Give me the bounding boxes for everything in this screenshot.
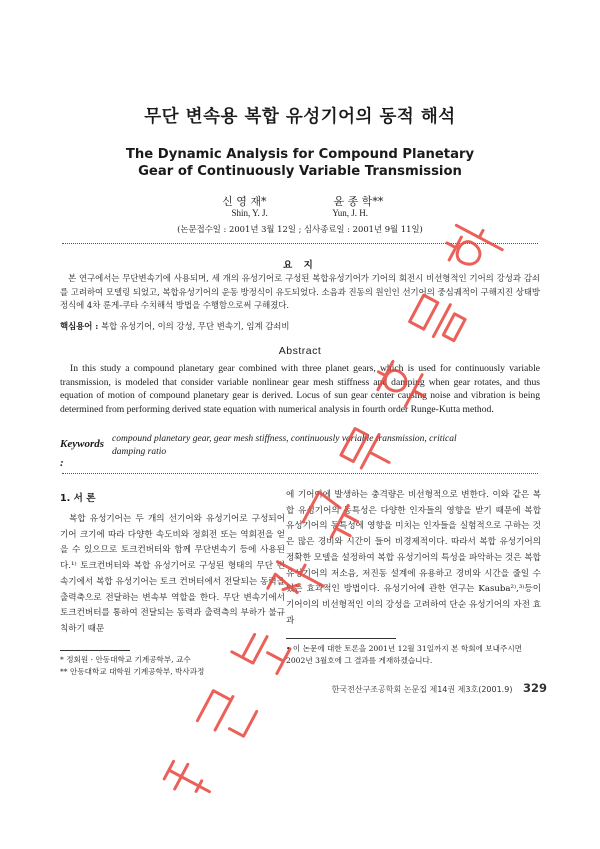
submission-dates: (논문접수일 : 2001년 3월 12일 ; 심사종료일 : 2001년 9월 11일) xyxy=(177,224,423,234)
footnote-left-1: * 정회원 · 안동대학교 기계공학부, 교수 xyxy=(60,655,191,664)
footnote-right: • 이 논문에 대한 토론을 2001년 12월 31일까지 본 학회에 보내주시면 2002년 3월호에 그 결과를 게재하겠습니다. xyxy=(286,644,522,665)
paper-title-korean: 무단 변속용 복합 유성기어의 동적 해석 xyxy=(144,107,456,127)
author1-en: Shin, Y. J. xyxy=(231,208,268,218)
section1-heading: 1. 서 론 xyxy=(60,493,96,504)
abstract-en-heading: Abstract xyxy=(278,345,322,357)
abstract-kr-body: 본 연구에서는 무단변속기에 사용되며, 세 개의 유성기어로 구성된 복합유성기어가 기어의 회전시 비선형적인 기어의 강성과 감쇠를 고려하여 모델링 되었고, 복합유성기어의 운동 방정식이 유도되었다. 소음과 진동의 원인인 선기어의 중심궤적이 구해지진 상태방정식에 4차 룬게-쿠타 수치해석 방법을 수행함으로써 구해졌다. xyxy=(60,273,540,311)
authors-korean xyxy=(0,193,600,209)
footnote-left-2: ** 안동대학교 대학원 기계공학부, 박사과정 xyxy=(60,667,205,676)
footnote-rule-left xyxy=(60,650,130,651)
abstract-kr-heading: 요 지 xyxy=(283,260,317,271)
footnote-rule-right xyxy=(286,638,396,639)
journal-name: 한국전산구조공학회 논문집 제14권 제3호(2001.9) xyxy=(331,685,513,694)
keywords-en-text: compound planetary gear, gear mesh stiffness, continuously variable transmission, critical damping ratio xyxy=(112,434,457,457)
section1-left-column xyxy=(60,512,285,638)
abstract-kr-text xyxy=(60,272,540,313)
divider xyxy=(62,473,538,474)
keywords-kr xyxy=(60,320,540,334)
paper-title-english-line1: The Dynamic Analysis for Compound Planetary xyxy=(125,147,475,162)
divider xyxy=(62,243,538,244)
authors-english xyxy=(0,208,600,218)
page-footer xyxy=(285,681,547,695)
section1-right-column: 에 기어이에 발생하는 충격량은 비선형적으로 변한다. 이와 같은 복합 유성기어의 동특성은 다양한 인자들의 영향을 받기 때문에 복합 유성기어의 동특성에 영향을 미치는 인자들을 실험적으로 구하는 것은 많은 경비와 시간이 들어 비경제적이다. 따라서 복합 유성기어의 정확한 모델을 설정하여 복합 유성기어의 특성을 파악하는 것은 복합 유성기어의 저소음, 저진동 설계에 유용하고 경비와 시간을 줄일 수 있는 효과적인 방법이다. 유성기어에 관한 연구는 Kasuba²⁾,³⁾등이 기어이의 비선형적인 이의 강성을 고려하여 단순 유성기어의 자전 효과 xyxy=(286,490,541,626)
paper-title-english-line2: Gear of Continuously Variable Transmission xyxy=(138,164,462,179)
author1-kr: 신 영 재* xyxy=(222,195,267,208)
section1-left-text: 복합 유성기어는 두 개의 선기어와 유성기어로 구성되어 기어 크기에 따라 다양한 속도비와 정회전 또는 역회전을 얻을 수 있으므로 토크컨버터와 함께 무단변속기 등에 사용된다.¹⁾ 토크컨버터와 복합 유성기어로 구성된 형태의 무단 변속기에서 복합 유성기어는 토크 컨버터에서 전달되는 동력을 출력축으로 전달하는 변속부 역할을 한다. 무단 변속기에서 토크컨버터를 통하여 전달되는 동력과 출력측의 부하가 불규칙하기 때문 xyxy=(60,514,285,634)
author2-en: Yun, J. H. xyxy=(332,208,369,218)
page-number: 329 xyxy=(522,681,547,695)
abstract-en-body: In this study a compound planetary gear combined with three planet gears, which is used for continuously variable transmission, is modeled that consider variable nonlinear gear mesh stiffness and damping when gear rotates, and thus equation of motion of compound planetary gear is derived. Locus of sun gear center causing noise and vibration is being determined from performing derived state equation with numerical analysis in fourth order Runge-Kutta method. xyxy=(60,363,540,415)
author2-kr: 윤 종 학** xyxy=(333,195,384,208)
abstract-en-text xyxy=(60,362,540,416)
keywords-en-label: Keywords : xyxy=(60,438,104,469)
keywords-kr-label: 핵심용어 : xyxy=(60,321,99,331)
keywords-kr-text: 복합 유성기어, 이의 강성, 무단 변속기, 임계 감쇠비 xyxy=(101,321,290,331)
